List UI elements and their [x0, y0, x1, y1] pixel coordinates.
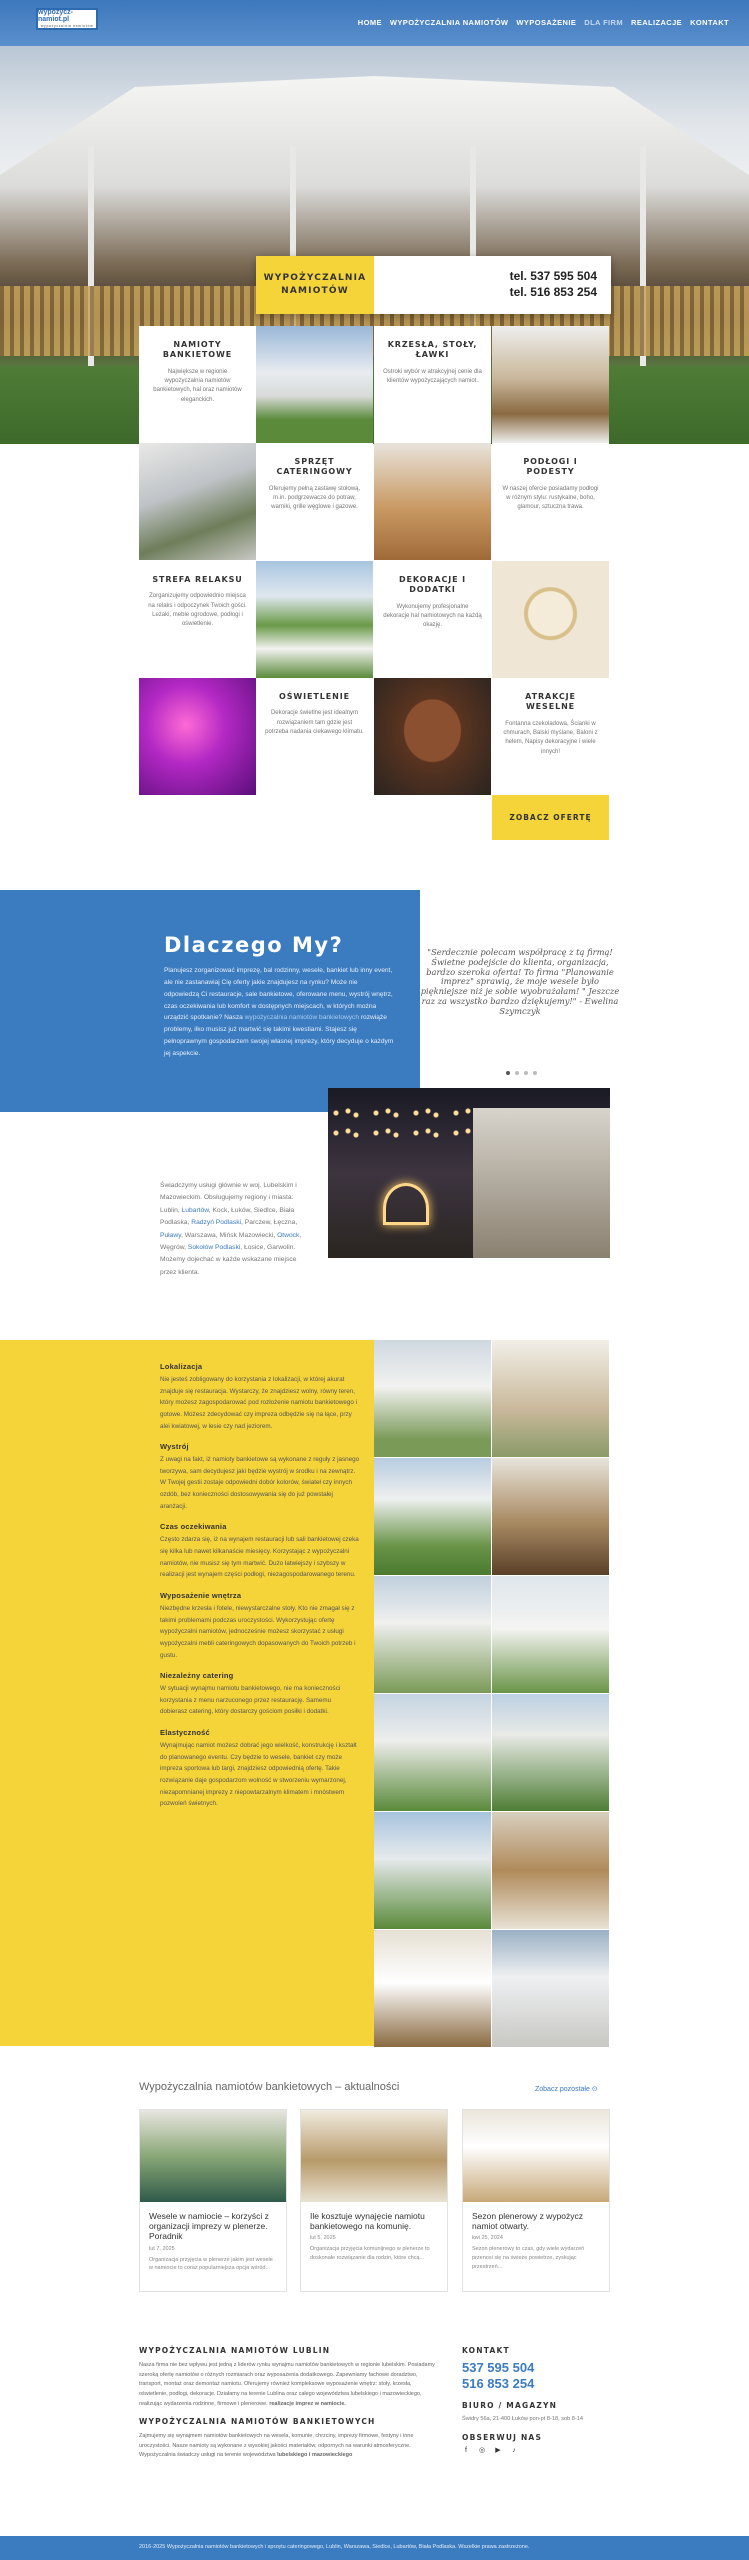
nav-projects[interactable]: REALIZACJE [631, 18, 683, 27]
tent-rental-link[interactable]: wypożyczalnia namiotów bankietowych [244, 1014, 360, 1022]
news-card-title[interactable]: Wesele w namiocie – korzyści z organizacji imprezy w plenerze. Poradnik [149, 2211, 269, 2242]
service-decorations[interactable] [374, 561, 491, 678]
footer-contact [462, 2346, 612, 2455]
service-image-lighting [139, 678, 256, 795]
service-furniture[interactable] [374, 326, 491, 443]
service-title: NAMIOTY BANKIETOWE [162, 340, 233, 360]
region-text-part: , Łosice, Garwolin. Możemy dojechać w każde wskazane miejsce przez klienta. [160, 1243, 297, 1276]
nav-for-companies[interactable]: DLA FIRM [584, 18, 623, 27]
city-link[interactable]: Lubartów [181, 1206, 209, 1214]
news-image[interactable] [463, 2110, 609, 2202]
site-header [0, 0, 749, 46]
advantage-text: Często zdarza się, iż na wynajem restauracji lub sali bankietowej czeka się kilka lub nawet kilkanaście miesięcy. Korzystając z wypożyczalni namiotów, nie musisz się tym martwić. Dużo łatwiejszy i szybszy w realizacji jest wynajem części podłogi, niezagospodarowanego terenu. [160, 1536, 359, 1579]
footer-text-part: Nasza firma nie bez wpływu jest jedną z liderów rynku wynajmu namiotów bankietowych w regionie lubelskim. Posiadamy szeroką ofertę namiotów o różnych rozmiarach oraz wyposażenia dodatkowego. Zapewniamy fachowe doradztwo, transport, montaż oraz demontaż namiotu. Oferujemy również kompleksowe wyposażenie wnętrz: stoły, krzesła, oświetlenie, podłogi, dekoracje. Działamy na terenie Lublina oraz całego województwa lubelskiego i mazowieckiego, realizując wydarzenia rodzinne, firmowe i plenerowe. [139, 2362, 435, 2407]
facebook-icon[interactable]: f [465, 2446, 467, 2454]
nav-home[interactable]: HOME [357, 18, 382, 27]
news-section-title: Wypożyczalnia namiotów bankietowych – aktualności [139, 2081, 400, 2093]
gallery-image[interactable] [492, 1576, 609, 1693]
slider-dot[interactable] [506, 1071, 510, 1075]
footer-heading: WYPOŻYCZALNIA NAMIOTÓW LUBLIN [139, 2346, 331, 2355]
gallery-image[interactable] [374, 1576, 491, 1693]
region-text-part: , Kock, Łuków, Siedlce, Biała Podlaska, [160, 1206, 295, 1227]
testimonial-quote: "Serdecznie polecam współpracę z tą firmą! Świetne podejście do klienta, organizacja, bardzo szeroka oferta! To firma "Planowanie imprez" sprawią, że moje wesele było piękniejsze niż je sobie wyobrażałam! " Jeszcze raz za wszystko bardzo dziękujemy!" - Ewelina Szymczyk [420, 947, 620, 1016]
instagram-icon[interactable]: ◎ [478, 2446, 486, 2454]
service-text: Największe w regionie wypożyczalnia namiotów bankietowych, hal oraz namiotów eleganckich. [153, 368, 242, 403]
footer-phone-1[interactable]: 537 595 504 [462, 2360, 535, 2375]
service-title: PODŁOGI I PODESTY [523, 457, 578, 477]
service-lighting[interactable] [256, 678, 373, 795]
service-text: Fontanna czekoladowa, Ścianki w chmurach, Balski myślane, Baloni z helem, Napisy dekoracyjne i wiele innych! [503, 720, 598, 755]
gallery-image[interactable] [374, 1340, 491, 1457]
advantage-text: Nie jesteś zobligowany do korzystania z lokalizacji, w której akurat znajduje się restauracja. Wystarczy, że znajdziesz wolny, równy teren, który możesz zagospodarować pod rozłożenie namiotu bankietowego i gotowe. Możesz zdecydować czy impreza odbędzie się na łące, przy alei kwiatowej, w lesie czy nad jeziorem. [160, 1376, 358, 1430]
region-text-part: Świadczymy usługi głównie w woj. Lubelskim i Mazowieckim. Obsługujemy regiony i miasta: Lublin, [160, 1182, 297, 1214]
footer-text [139, 2361, 439, 2409]
slider-dot[interactable] [515, 1071, 519, 1075]
gallery-image[interactable] [374, 1458, 491, 1575]
why-text-part: rozwiąże problemy, ilko musisz już martwić się takimi kwestiami. Stajesz się pełnoprawnym gospodarzem swojej własnej imprezy, który decyduje o każdym jej aspekcie. [164, 1014, 394, 1058]
advantage-title: Elastyczność [160, 1728, 210, 1738]
news-image[interactable] [140, 2110, 286, 2202]
city-link[interactable]: Puławy [160, 1231, 182, 1239]
see-offer-button[interactable]: ZOBACZ OFERTĘ [492, 795, 609, 840]
footer-about [139, 2346, 439, 2469]
news-card-date: lut 7, 2025 [149, 2245, 175, 2252]
social-heading: OBSERWUJ NAS [462, 2432, 543, 2442]
news-card-title[interactable]: Sezon plenerowy z wypożycz namiot otwarty. [472, 2211, 584, 2232]
office-address: Świdry 56a, 21-400 Łuków pon-pt 8-18, sob 8-14 [462, 2416, 583, 2423]
office-heading: BIURO / MAGAZYN [462, 2401, 558, 2411]
service-image-tents [256, 326, 373, 443]
news-image[interactable] [301, 2110, 447, 2202]
service-title: STREFA RELAKSU [152, 575, 243, 584]
service-image-attractions [374, 678, 491, 795]
service-text: Wykonujemy profesjonalne dekoracje hal namiotowych na każdą okazję. [383, 603, 482, 629]
advantage-title: Wystrój [160, 1442, 189, 1452]
news-card[interactable] [462, 2109, 610, 2292]
advantages-list [160, 1362, 360, 1820]
news-card-date: kwi 25, 2024 [472, 2235, 503, 2242]
contact-heading: KONTAKT [462, 2346, 510, 2355]
hero-contact-box [256, 256, 611, 314]
advantage-title: Czas oczekiwania [160, 1522, 227, 1532]
advantage-title: Wyposażenie wnętrza [160, 1590, 242, 1600]
gallery-image[interactable] [374, 1812, 491, 1929]
service-text: Dekoracje świetlne jest idealnym rozwiązaniem tam gdzie jest potrzeba nadania ciekawego klimatu. [265, 710, 364, 735]
footer-text-bold: realizacje imprez w namiocie. [269, 2400, 346, 2407]
slider-dot[interactable] [533, 1071, 537, 1075]
footer-phone-2[interactable]: 516 853 254 [462, 2375, 535, 2391]
service-relax[interactable] [139, 561, 256, 678]
gallery-image[interactable] [492, 1812, 609, 1929]
advantage-title: Niezależny catering [160, 1671, 234, 1681]
service-tents[interactable] [139, 326, 256, 443]
slider-dots [506, 1071, 537, 1075]
service-text: W naszej ofercie posiadamy podłogi w różnym stylu: rustykalne, boho, glamour, sztuczna trawa. [502, 485, 599, 511]
region-text-part: , Warszawa, Mińsk Mazowiecki, [181, 1231, 276, 1239]
logo[interactable] [36, 8, 98, 30]
gallery-image[interactable] [374, 1694, 491, 1811]
service-title: OŚWIETLENIE [279, 692, 350, 701]
advantage-text: Z uwagi na fakt, iż namioty bankietowe są wykonane z reguły z jasnego tworzywa, sam decydujesz jaki będzie wystrój w środku i na zewnątrz. W Twojej gestii zostaje odpowiedni dobór kolorów, świateł czy innych ozdób, bez konieczności dostosowywania się do już powstałej aranżacji. [160, 1456, 360, 1510]
service-image-decorations [492, 561, 609, 678]
footer-heading: WYPOŻYCZALNIA NAMIOTÓW BANKIETOWYCH [139, 2417, 376, 2427]
gallery-image[interactable] [374, 1930, 491, 2047]
copyright-bar: 2016-2025 Wypożyczalnia namiotów bankietowych i sprzętu cateringowego, Lublin, Warszawa, Siedlce, Lubartów, Biała Podlaska. Wszelkie prawa zastrzeżone. [0, 2536, 749, 2560]
footer-text-bold: lubelskiego i mazowieckiego [277, 2452, 353, 2459]
logo-text: wypozycz-namiot.pl [38, 9, 74, 24]
news-card[interactable] [300, 2109, 448, 2292]
service-image-catering [139, 443, 256, 560]
advantage-text: Wynajmując namiot możesz dobrać jego wielkość, konstrukcję i kształt do planowanego eventu. Czy będzie to wesele, bankiet czy może impreza sportowa lub targi, znajdziesz odpowiednią ofertę. Takie rozwiązanie daje gospodarzom wolność w stworzeniu wymarzonej, niezapomnianej imprezy z niepowtarzalnym klimatem i mnóstwem pozwoleń świetnych. [160, 1742, 357, 1808]
news-card-title[interactable]: Ile kosztuje wynajęcie namiotu bankietowego na komunię. [310, 2211, 425, 2232]
service-image-relax [256, 561, 373, 678]
service-title: KRZESŁA, STOŁY, ŁAWKI [387, 340, 478, 360]
region-text-part: , Parczew, Łęczna, [241, 1219, 298, 1227]
service-attractions[interactable] [492, 678, 609, 795]
hero-phone-2[interactable]: tel. 516 853 254 [509, 285, 597, 300]
advantage-text: W sytuacji wynajmu namiotu bankietowego, nie ma konieczności korzystania z menu narzuconego przez restaurację. Samemu dobierasz catering, który dostarczy gościom posiłki i dodatki. [160, 1685, 341, 1716]
news-card-excerpt: Sezon plenerowy to czas, gdy wiele wydarzeń przenosi się na świeże powietrze, zyskując przestrzeń... [472, 2246, 585, 2270]
news-card[interactable] [139, 2109, 287, 2292]
footer-text [139, 2432, 439, 2461]
news-card-excerpt: Organizacja przyjęcia w plenerze jakim jest wesele w namiocie to coraz popularniejsza opcja wśród... [149, 2256, 273, 2272]
region-text-part: , Węgrów, [160, 1231, 302, 1251]
service-image-floors [374, 443, 491, 560]
service-title: DEKORACJE I DODATKI [398, 575, 467, 595]
tiktok-icon[interactable]: ♪ [512, 2446, 516, 2454]
gallery-image[interactable] [492, 1930, 609, 2047]
why-text-part: Planujesz zorganizować imprezę, bal rodzinny, wesele, bankiet lub inny event, ale nie zastanawiaj Cię oferty jakie znajdujesz na rynku? Może nie odpowiedzą Ci restauracje, sale bankietowe, oferowane menu, wystrój wnętrz, czas oczekiwania lub komfort w dostępnych miejscach, w których można urządzić spotkanie? Nasza [164, 967, 393, 1022]
city-link[interactable]: Otwock [277, 1231, 300, 1239]
service-title: ATRAKCJE WESELNE [525, 692, 576, 712]
gallery-image[interactable] [492, 1340, 609, 1457]
youtube-icon[interactable]: ▶ [495, 2446, 501, 2454]
service-title: SPRZĘT CATERINGOWY [276, 457, 353, 477]
see-more-news-link[interactable]: Zobacz pozostałe ⊙ [535, 2086, 598, 2093]
gallery-image[interactable] [492, 1694, 609, 1811]
advantage-title: Lokalizacja [160, 1362, 203, 1371]
tent-roof [0, 76, 749, 186]
service-region-text [160, 1180, 310, 1279]
service-floors[interactable] [492, 443, 609, 560]
gallery-image[interactable] [492, 1458, 609, 1575]
logo-subtitle: wypożyczalnia namiotów [40, 24, 94, 29]
service-catering[interactable] [256, 443, 373, 560]
nav-equipment[interactable]: WYPOSAŻENIE [516, 18, 577, 27]
service-text: Zorganizujemy odpowiednio miejsca na relaks i odpoczynek Twoich gości. Leżaki, meble ogrodowe, podłogi i oświetlenie. [148, 593, 247, 628]
slider-dot[interactable] [524, 1071, 528, 1075]
social-links [462, 2447, 612, 2455]
city-link[interactable]: Sokołów Podlaski [187, 1243, 241, 1251]
service-text: Ostroki wybór w atrakcyjnej cenie dla klientów wypożyczających namiot. [383, 368, 482, 385]
hero-phone-1[interactable]: tel. 537 595 504 [509, 269, 597, 283]
why-us-text [164, 965, 394, 1060]
heart-light [383, 1183, 429, 1225]
city-link[interactable]: Radzyń Podlaski [191, 1219, 242, 1227]
hero-phones [510, 268, 597, 300]
service-text: Oferujemy pełną zastawę stołową, m.in. podgrzewacze do potraw, warniki, grille węglowe i gazowe. [268, 485, 361, 511]
service-image-furniture [492, 326, 609, 443]
tent-interior [473, 1108, 610, 1258]
nav-tent-rental[interactable]: WYPOŻYCZALNIA NAMIOTÓW [389, 18, 509, 27]
news-card-excerpt: Organizacja przyjęcia komunijnego w plenerze to doskonałe rozwiązanie dla rodzin, które chcą... [310, 2246, 430, 2262]
main-nav [358, 18, 729, 27]
footer-text-part: Zajmujemy się wynajmem namiotów bankietowych na wesela, komunie, chrzciny, imprezy firmowe, festyny i inne uroczystości. Nasze namioty są wykonane z wysokiej jakości materiałów, odpornych na warunki atmosferyczne. Wypożyczalnia świadczy usługi na terenie województwa [139, 2433, 414, 2459]
advantage-text: Niezbędne krzesła i fotele, niewystarczalne stoły. Kto nie zmagał się z takimi problemami podczas uroczystości. Wykorzystując ofertę wypożyczalni namiotów, jednocześnie możesz skorzystać z usługi wypożyczalni mebli cateringowych dopasowanych do Twoich potrzeb i gustu. [160, 1604, 356, 1659]
news-card-date: lut 5, 2025 [310, 2235, 336, 2242]
night-event-image [328, 1088, 610, 1258]
why-us-title: Dlaczego My? [164, 933, 344, 957]
nav-contact[interactable]: KONTAKT [690, 18, 729, 27]
hero-badge: WYPOŻYCZALNIA NAMIOTÓW [256, 256, 374, 314]
